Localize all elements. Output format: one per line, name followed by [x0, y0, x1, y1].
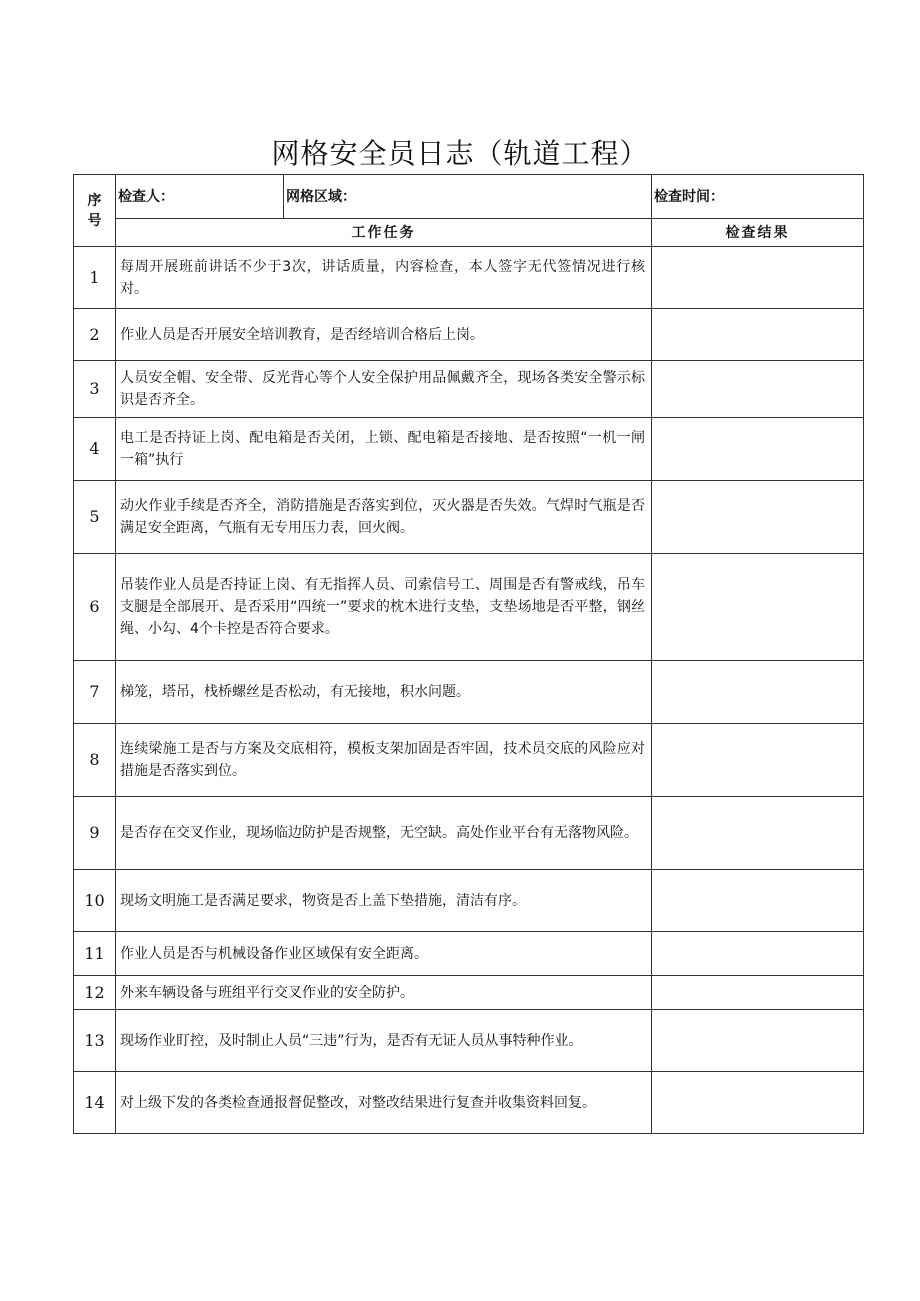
row-result-cell[interactable] [652, 976, 864, 1010]
seq-header [74, 175, 116, 247]
row-task: 动火作业手续是否齐全，消防措施是否落实到位，灭火器是否失效。气焊时气瓶是否满足安全距离，气瓶有无专用压力表，回火阀。 [116, 481, 652, 554]
result-column-header: 检查结果 [652, 219, 864, 247]
row-task: 外来车辆设备与班组平行交叉作业的安全防护。 [116, 976, 652, 1010]
grid-area-field[interactable]: 网格区域： [284, 175, 652, 219]
row-number: 5 [74, 481, 116, 554]
row-number: 10 [74, 870, 116, 932]
row-result-cell[interactable] [652, 661, 864, 724]
row-result-cell[interactable] [652, 554, 864, 661]
row-number: 4 [74, 418, 116, 481]
table-row [74, 724, 864, 797]
row-number: 12 [74, 976, 116, 1010]
row-number: 13 [74, 1010, 116, 1072]
table-row [74, 870, 864, 932]
row-task: 作业人员是否开展安全培训教育，是否经培训合格后上岗。 [116, 309, 652, 361]
page-title: 网格安全员日志（轨道工程） [271, 137, 649, 170]
table-row [74, 247, 864, 309]
row-number: 1 [74, 247, 116, 309]
row-result-cell[interactable] [652, 418, 864, 481]
seq-label-1: 序 [87, 192, 102, 209]
row-number: 11 [74, 932, 116, 976]
row-result-cell[interactable] [652, 797, 864, 870]
row-number: 8 [74, 724, 116, 797]
table-row [74, 932, 864, 976]
row-result-cell[interactable] [652, 1072, 864, 1134]
task-column-header: 工作任务 [116, 219, 652, 247]
row-task: 梯笼，塔吊，栈桥螺丝是否松动，有无接地，积水问题。 [116, 661, 652, 724]
row-task: 现场作业盯控，及时制止人员“三违”行为，是否有无证人员从事特种作业。 [116, 1010, 652, 1072]
row-task: 吊装作业人员是否持证上岗、有无指挥人员、司索信号工、周围是否有警戒线，吊车支腿是全部展开、是否采用“四统一”要求的枕木进行支垫，支垫场地是否平整，钢丝绳、小勾、4个卡控是否符合要求。 [116, 554, 652, 661]
table-row [74, 976, 864, 1010]
row-task: 作业人员是否与机械设备作业区域保有安全距离。 [116, 932, 652, 976]
row-result-cell[interactable] [652, 932, 864, 976]
header-row [74, 175, 864, 219]
table-row [74, 797, 864, 870]
row-task: 是否存在交叉作业，现场临边防护是否规整，无空缺。高处作业平台有无落物风险。 [116, 797, 652, 870]
table-row [74, 361, 864, 418]
table-row [74, 661, 864, 724]
row-task: 电工是否持证上岗、配电箱是否关闭，上锁、配电箱是否接地、是否按照“一机一闸一箱”执行 [116, 418, 652, 481]
inspect-time-field[interactable]: 检查时间： [652, 175, 864, 219]
row-result-cell[interactable] [652, 724, 864, 797]
row-task: 人员安全帽、安全带、反光背心等个人安全保护用品佩戴齐全，现场各类安全警示标识是否齐全。 [116, 361, 652, 418]
row-result-cell[interactable] [652, 309, 864, 361]
row-result-cell[interactable] [652, 247, 864, 309]
table-row [74, 418, 864, 481]
row-result-cell[interactable] [652, 870, 864, 932]
subheader-row [74, 219, 864, 247]
inspector-field[interactable]: 检查人： [116, 175, 284, 219]
row-task: 对上级下发的各类检查通报督促整改，对整改结果进行复查并收集资料回复。 [116, 1072, 652, 1134]
row-task: 连续梁施工是否与方案及交底相符，模板支架加固是否牢固，技术员交底的风险应对措施是否落实到位。 [116, 724, 652, 797]
table-row [74, 1072, 864, 1134]
table-row [74, 1010, 864, 1072]
row-number: 9 [74, 797, 116, 870]
seq-label-2: 号 [87, 212, 102, 229]
row-number: 14 [74, 1072, 116, 1134]
table-row [74, 554, 864, 661]
row-result-cell[interactable] [652, 481, 864, 554]
row-task: 每周开展班前讲话不少于3次，讲话质量，内容检查，本人签字无代签情况进行核对。 [116, 247, 652, 309]
row-number: 7 [74, 661, 116, 724]
row-result-cell[interactable] [652, 1010, 864, 1072]
row-number: 2 [74, 309, 116, 361]
row-task: 现场文明施工是否满足要求，物资是否上盖下垫措施，清洁有序。 [116, 870, 652, 932]
inspection-log-table [73, 174, 864, 1134]
table-row [74, 481, 864, 554]
row-number: 6 [74, 554, 116, 661]
table-row [74, 309, 864, 361]
row-result-cell[interactable] [652, 361, 864, 418]
row-number: 3 [74, 361, 116, 418]
